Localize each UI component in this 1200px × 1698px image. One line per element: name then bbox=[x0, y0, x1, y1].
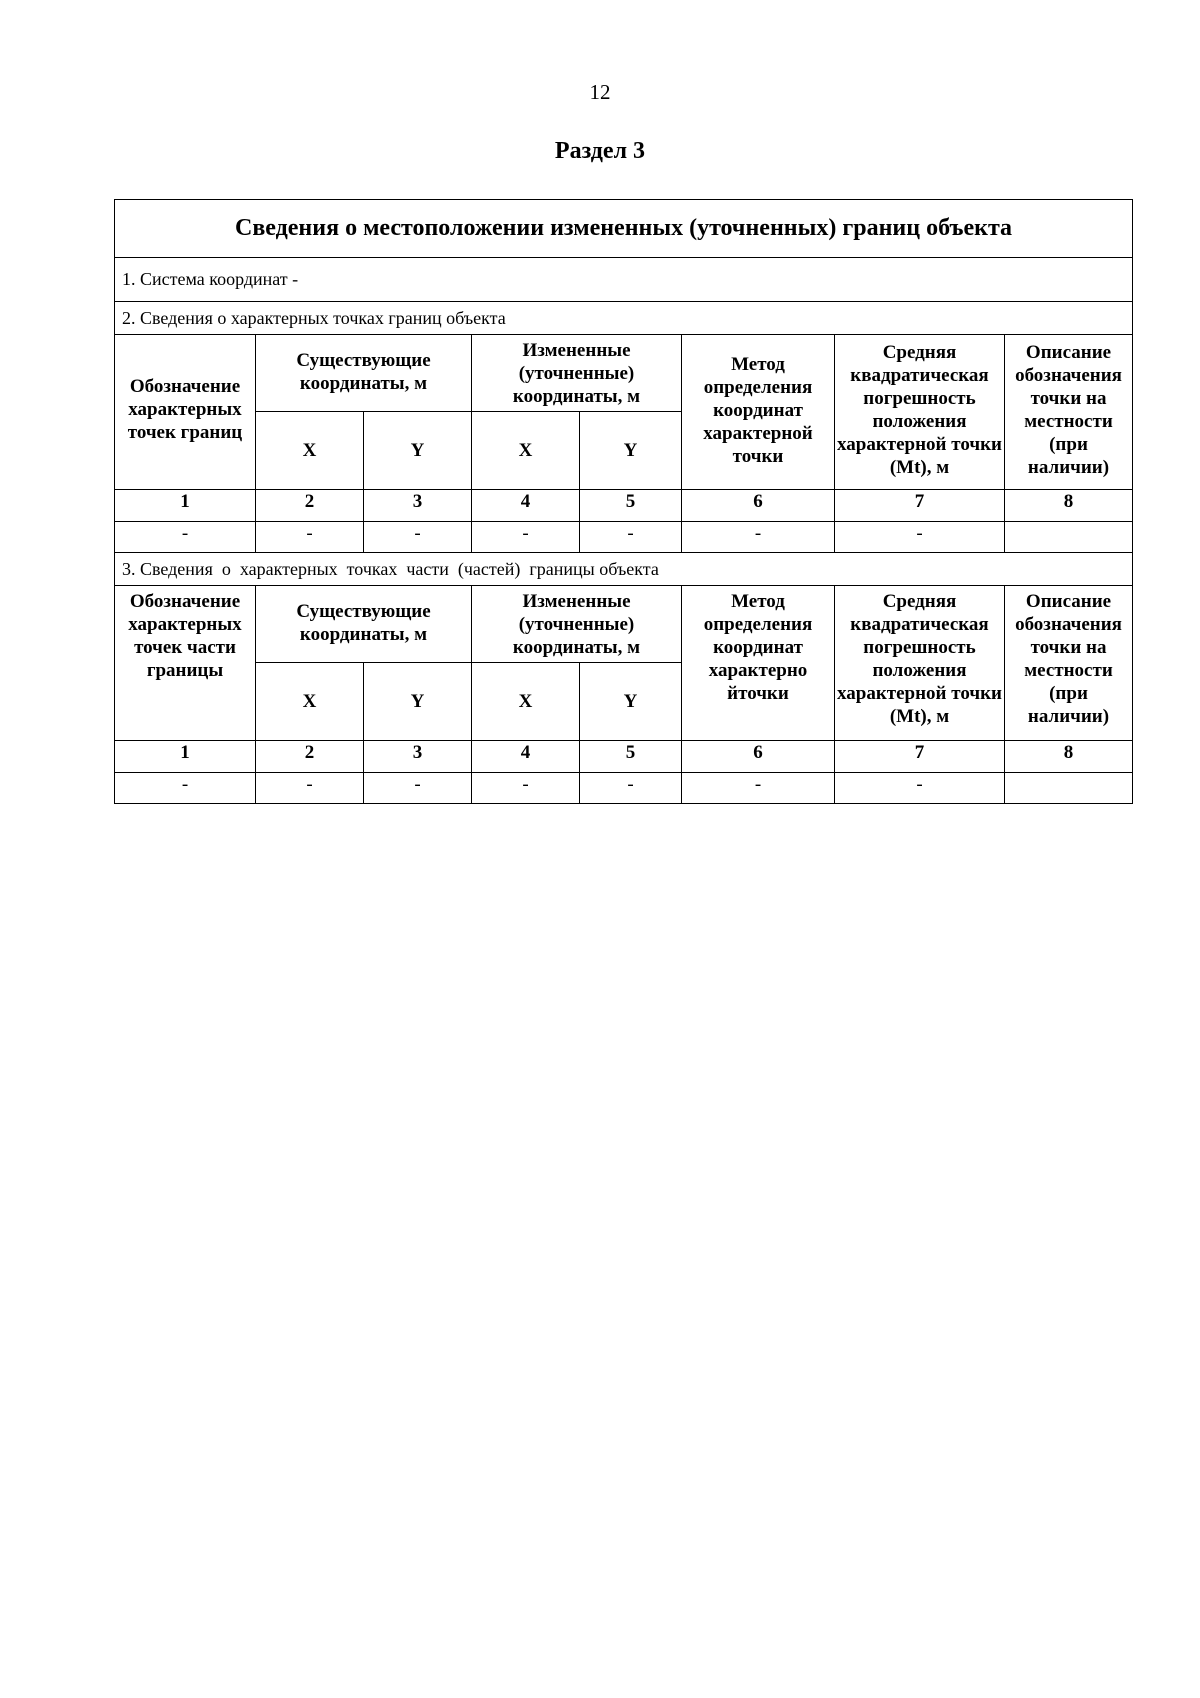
section3-method-header: Метод определения координат характерно йточки bbox=[682, 586, 835, 741]
column-number: 5 bbox=[580, 490, 682, 522]
section2-method-header: Метод определения координат характерной точки bbox=[682, 335, 835, 490]
table-cell: - bbox=[682, 522, 835, 553]
section3-existing-x-header: X bbox=[256, 663, 364, 741]
section2-error-header: Средняя квадратическая погрешность положения характерной точки (Mt), м bbox=[835, 335, 1005, 490]
column-number: 3 bbox=[364, 490, 472, 522]
section2-title: 2. Сведения о характерных точках границ объекта bbox=[115, 302, 1133, 335]
column-number: 5 bbox=[580, 741, 682, 773]
section3-column-numbers bbox=[115, 741, 1133, 773]
column-number: 1 bbox=[115, 741, 256, 773]
section2-designation-header: Обозначение характерных точек границ bbox=[115, 335, 256, 490]
column-number: 4 bbox=[472, 741, 580, 773]
section3-description-header: Описание обозначения точки на местности (при наличии) bbox=[1005, 586, 1133, 741]
page-number: 12 bbox=[589, 80, 611, 104]
column-number: 8 bbox=[1005, 490, 1133, 522]
column-number: 8 bbox=[1005, 741, 1133, 773]
table-cell: - bbox=[115, 522, 256, 553]
column-number: 7 bbox=[835, 490, 1005, 522]
section2-data-row bbox=[115, 522, 1133, 553]
table-cell: - bbox=[256, 522, 364, 553]
column-number: 6 bbox=[682, 490, 835, 522]
section2-changed-y-header: Y bbox=[580, 412, 682, 490]
table-cell: - bbox=[364, 522, 472, 553]
section-title: Раздел 3 bbox=[554, 138, 646, 164]
section2-header-row-top bbox=[115, 335, 1133, 412]
section3-existing-coords-header: Существующие координаты, м bbox=[256, 586, 472, 663]
section3-existing-y-header: Y bbox=[364, 663, 472, 741]
table-cell: - bbox=[580, 773, 682, 804]
table-cell: - bbox=[364, 773, 472, 804]
column-number: 2 bbox=[256, 490, 364, 522]
section3-changed-y-header: Y bbox=[580, 663, 682, 741]
table-cell: - bbox=[835, 773, 1005, 804]
column-number: 3 bbox=[364, 741, 472, 773]
table-title: Сведения о местоположении измененных (уточненных) границ объекта bbox=[115, 200, 1133, 258]
table-cell: - bbox=[835, 522, 1005, 553]
coordinate-system: 1. Система координат - bbox=[115, 258, 1133, 302]
section3-header-row-top bbox=[115, 586, 1133, 663]
table-cell: - bbox=[115, 773, 256, 804]
table-title-row bbox=[115, 200, 1133, 258]
section2-existing-coords-header: Существующие координаты, м bbox=[256, 335, 472, 412]
section3-data-row bbox=[115, 773, 1133, 804]
section3-changed-coords-header: Измененные (уточненные) координаты, м bbox=[472, 586, 682, 663]
section3-title: 3. Сведения о характерных точках части (частей) границы объекта bbox=[115, 553, 1133, 586]
table-cell: - bbox=[472, 773, 580, 804]
table-cell bbox=[1005, 522, 1133, 553]
section3-designation-header: Обозначение характерных точек части границы bbox=[115, 586, 256, 741]
section2-column-numbers bbox=[115, 490, 1133, 522]
table-cell: - bbox=[472, 522, 580, 553]
section3-error-header: Средняя квадратическая погрешность положения характерной точки (Mt), м bbox=[835, 586, 1005, 741]
table-cell: - bbox=[682, 773, 835, 804]
column-number: 4 bbox=[472, 490, 580, 522]
table-cell bbox=[1005, 773, 1133, 804]
section3-title-row bbox=[115, 553, 1133, 586]
column-number: 2 bbox=[256, 741, 364, 773]
column-number: 1 bbox=[115, 490, 256, 522]
table-cell: - bbox=[256, 773, 364, 804]
coordinate-system-row bbox=[115, 258, 1133, 302]
section2-title-row bbox=[115, 302, 1133, 335]
section2-existing-y-header: Y bbox=[364, 412, 472, 490]
section2-existing-x-header: X bbox=[256, 412, 364, 490]
column-number: 7 bbox=[835, 741, 1005, 773]
section2-description-header: Описание обозначения точки на местности (при наличии) bbox=[1005, 335, 1133, 490]
section3-changed-x-header: X bbox=[472, 663, 580, 741]
column-number: 6 bbox=[682, 741, 835, 773]
section2-changed-x-header: X bbox=[472, 412, 580, 490]
table-cell: - bbox=[580, 522, 682, 553]
boundary-table bbox=[114, 199, 1133, 804]
section2-changed-coords-header: Измененные (уточненные) координаты, м bbox=[472, 335, 682, 412]
